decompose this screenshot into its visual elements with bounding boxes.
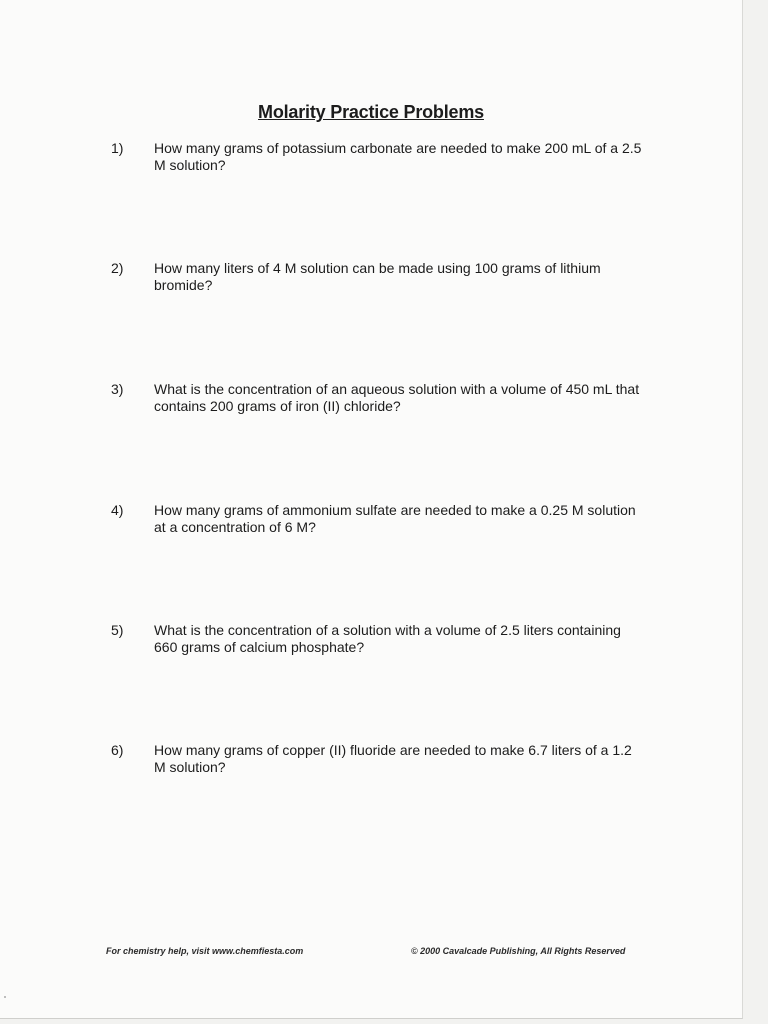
problem-number: 2) — [111, 260, 124, 276]
problem-text: What is the concentration of an aqueous solution with a volume of 450 mL that contains 200 grams of iron (II) chloride? — [154, 381, 640, 414]
problem-number: 6) — [111, 742, 124, 758]
problem-text: How many grams of copper (II) fluoride are needed to make 6.7 liters of a 1.2 M solution? — [154, 742, 632, 775]
problem-text: How many grams of potassium carbonate are needed to make 200 mL of a 2.5 M solution? — [154, 140, 642, 173]
scan-speck — [4, 996, 6, 998]
problem-number: 5) — [111, 622, 124, 638]
worksheet-title: Molarity Practice Problems — [258, 102, 484, 122]
footer-help-text: For chemistry help, visit www.chemfiesta.com — [106, 946, 304, 956]
problem-text: How many liters of 4 M solution can be made using 100 grams of lithium bromide? — [154, 260, 601, 293]
problem-number: 4) — [111, 502, 124, 518]
problem-number: 3) — [111, 381, 124, 397]
problem-text: What is the concentration of a solution with a volume of 2.5 liters containing 660 grams of calcium phosphate? — [154, 622, 621, 655]
problem-number: 1) — [111, 140, 124, 156]
problem-text: How many grams of ammonium sulfate are needed to make a 0.25 M solution at a concentration of 6 M? — [154, 502, 636, 535]
footer-copyright: © 2000 Cavalcade Publishing, All Rights Reserved — [411, 946, 626, 956]
